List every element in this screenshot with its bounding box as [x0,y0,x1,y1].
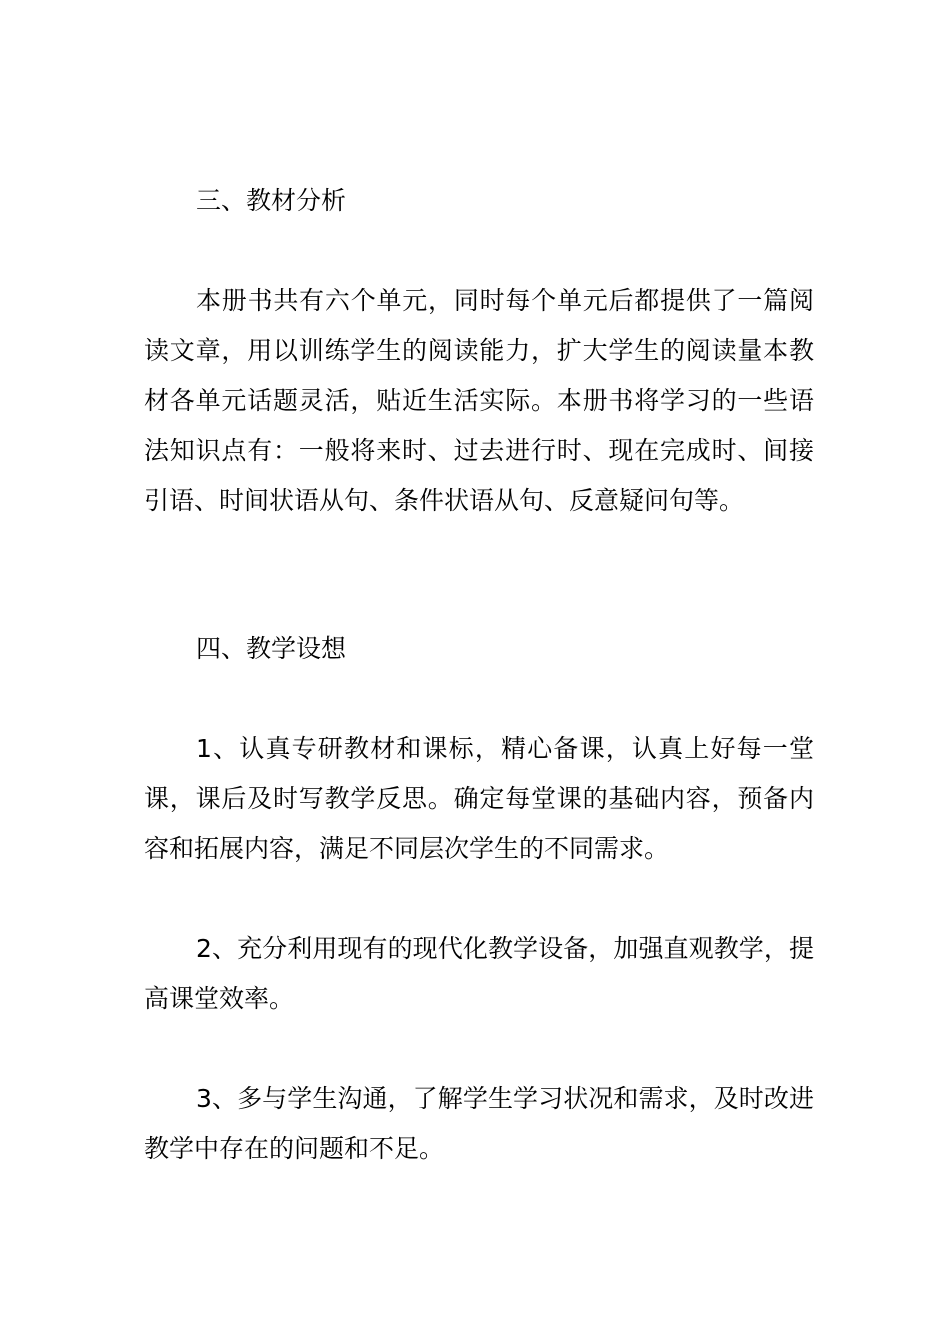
teaching-plan-item-1: 1、认真专研教材和课标，精心备课，认真上好每一堂课，课后及时写教学反思。确定每堂课的基础内容，预备内容和拓展内容，满足不同层次学生的不同需求。 [144,734,814,863]
section-heading-teaching-plan: 四、教学设想 [196,634,347,663]
section-heading-textbook-analysis: 三、教材分析 [196,186,347,215]
textbook-analysis-paragraph: 本册书共有六个单元，同时每个单元后都提供了一篇阅读文章，用以训练学生的阅读能力，扩大学生的阅读量本教材各单元话题灵活，贴近生活实际。本册书将学习的一些语法知识点有：一般将来时、过去进行时、现在完成时、间接引语、时间状语从句、条件状语从句、反意疑问句等。 [144,286,814,515]
teaching-plan-item-2: 2、充分利用现有的现代化教学设备，加强直观教学，提高课堂效率。 [144,934,814,1013]
teaching-plan-item-3: 3、多与学生沟通，了解学生学习状况和需求，及时改进教学中存在的问题和不足。 [144,1084,814,1163]
